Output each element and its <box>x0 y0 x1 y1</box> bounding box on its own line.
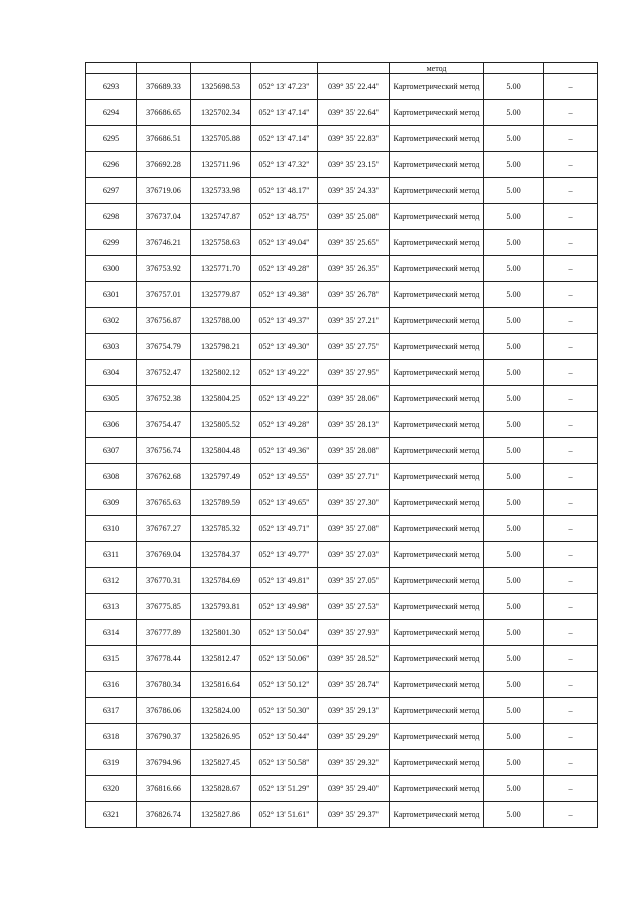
cell-note: – <box>544 802 598 828</box>
cell-y: 1325827.86 <box>191 802 251 828</box>
cell-y: 1325705.88 <box>191 126 251 152</box>
cell-point-number: 6305 <box>86 386 137 412</box>
cell-accuracy: 5.00 <box>484 256 544 282</box>
cell-method: Картометрический метод <box>390 542 484 568</box>
cell-x: 376756.87 <box>137 308 191 334</box>
cell-longitude: 039° 35' 29.29" <box>318 724 390 750</box>
cell-x: 376767.27 <box>137 516 191 542</box>
cell-longitude: 039° 35' 27.93" <box>318 620 390 646</box>
cell-note: – <box>544 282 598 308</box>
cell-method: Картометрический метод <box>390 386 484 412</box>
cell-accuracy: 5.00 <box>484 334 544 360</box>
cell-point-number: 6296 <box>86 152 137 178</box>
cell-y: 1325784.69 <box>191 568 251 594</box>
cell-y: 1325828.67 <box>191 776 251 802</box>
cell-latitude: 052° 13' 51.61" <box>251 802 318 828</box>
table-row <box>86 282 598 308</box>
cell-note <box>544 63 598 74</box>
cell-point-number: 6306 <box>86 412 137 438</box>
cell-note: – <box>544 308 598 334</box>
cell-x: 376826.74 <box>137 802 191 828</box>
cell-x: 376752.47 <box>137 360 191 386</box>
cell-accuracy: 5.00 <box>484 724 544 750</box>
cell-x: 376686.51 <box>137 126 191 152</box>
cell-latitude: 052° 13' 47.23" <box>251 74 318 100</box>
cell-latitude: 052° 13' 50.06" <box>251 646 318 672</box>
cell-method: Картометрический метод <box>390 568 484 594</box>
cell-longitude: 039° 35' 25.65" <box>318 230 390 256</box>
cell-method: Картометрический метод <box>390 126 484 152</box>
cell-latitude: 052° 13' 49.38" <box>251 282 318 308</box>
cell-note: – <box>544 334 598 360</box>
cell-x: 376689.33 <box>137 74 191 100</box>
table-row <box>86 204 598 230</box>
cell-accuracy: 5.00 <box>484 698 544 724</box>
cell-y: 1325758.63 <box>191 230 251 256</box>
cell-y: 1325824.00 <box>191 698 251 724</box>
cell-latitude: 052° 13' 50.44" <box>251 724 318 750</box>
cell-longitude: 039° 35' 29.13" <box>318 698 390 724</box>
cell-method: Картометрический метод <box>390 646 484 672</box>
cell-point-number: 6299 <box>86 230 137 256</box>
cell-method: Картометрический метод <box>390 178 484 204</box>
table-row <box>86 620 598 646</box>
cell-note: – <box>544 100 598 126</box>
cell-note: – <box>544 126 598 152</box>
table-row-continuation <box>86 63 598 74</box>
table-row <box>86 152 598 178</box>
table-row <box>86 516 598 542</box>
cell-point-number: 6297 <box>86 178 137 204</box>
cell-point-number: 6307 <box>86 438 137 464</box>
cell-x: 376686.65 <box>137 100 191 126</box>
cell-x: 376757.01 <box>137 282 191 308</box>
cell-point-number: 6302 <box>86 308 137 334</box>
cell-point-number: 6300 <box>86 256 137 282</box>
cell-y: 1325801.30 <box>191 620 251 646</box>
cell-y: 1325784.37 <box>191 542 251 568</box>
cell-longitude: 039° 35' 22.44" <box>318 74 390 100</box>
cell-point-number: 6321 <box>86 802 137 828</box>
cell-point-number: 6295 <box>86 126 137 152</box>
cell-latitude: 052° 13' 49.28" <box>251 412 318 438</box>
table-row <box>86 594 598 620</box>
cell-y: 1325804.25 <box>191 386 251 412</box>
cell-note: – <box>544 386 598 412</box>
cell-accuracy: 5.00 <box>484 646 544 672</box>
cell-latitude: 052° 13' 49.65" <box>251 490 318 516</box>
table-row <box>86 672 598 698</box>
cell-y: 1325802.12 <box>191 360 251 386</box>
table-row <box>86 724 598 750</box>
cell-accuracy: 5.00 <box>484 100 544 126</box>
cell-longitude: 039° 35' 27.95" <box>318 360 390 386</box>
cell-accuracy: 5.00 <box>484 204 544 230</box>
cell-accuracy: 5.00 <box>484 672 544 698</box>
cell-latitude: 052° 13' 49.55" <box>251 464 318 490</box>
table-row <box>86 360 598 386</box>
cell-longitude: 039° 35' 29.40" <box>318 776 390 802</box>
cell-point-number: 6316 <box>86 672 137 698</box>
cell-longitude: 039° 35' 23.15" <box>318 152 390 178</box>
cell-method: Картометрический метод <box>390 802 484 828</box>
cell-method: Картометрический метод <box>390 516 484 542</box>
cell-method: Картометрический метод <box>390 230 484 256</box>
cell-method: Картометрический метод <box>390 750 484 776</box>
cell-note: – <box>544 74 598 100</box>
cell-point-number: 6310 <box>86 516 137 542</box>
cell-x: 376786.06 <box>137 698 191 724</box>
cell-note: – <box>544 594 598 620</box>
cell-latitude: 052° 13' 49.22" <box>251 360 318 386</box>
cell-longitude: 039° 35' 27.30" <box>318 490 390 516</box>
cell-accuracy: 5.00 <box>484 412 544 438</box>
cell-accuracy: 5.00 <box>484 386 544 412</box>
cell-longitude: 039° 35' 28.06" <box>318 386 390 412</box>
cell-accuracy <box>484 63 544 74</box>
cell-longitude: 039° 35' 27.05" <box>318 568 390 594</box>
cell-note: – <box>544 516 598 542</box>
cell-y: 1325812.47 <box>191 646 251 672</box>
cell-x: 376746.21 <box>137 230 191 256</box>
cell-method: Картометрический метод <box>390 594 484 620</box>
cell-latitude: 052° 13' 49.04" <box>251 230 318 256</box>
cell-note: – <box>544 646 598 672</box>
cell-longitude: 039° 35' 29.37" <box>318 802 390 828</box>
method-continuation-text: метод <box>426 63 447 73</box>
cell-longitude: 039° 35' 22.64" <box>318 100 390 126</box>
cell-accuracy: 5.00 <box>484 74 544 100</box>
cell-method: Картометрический метод <box>390 620 484 646</box>
cell-x: 376692.28 <box>137 152 191 178</box>
cell-longitude <box>318 63 390 74</box>
cell-longitude: 039° 35' 27.08" <box>318 516 390 542</box>
cell-method: Картометрический метод <box>390 490 484 516</box>
table-row <box>86 646 598 672</box>
cell-longitude: 039° 35' 26.78" <box>318 282 390 308</box>
cell-longitude: 039° 35' 25.08" <box>318 204 390 230</box>
cell-y: 1325793.81 <box>191 594 251 620</box>
cell-note: – <box>544 542 598 568</box>
cell-latitude: 052° 13' 50.58" <box>251 750 318 776</box>
cell-latitude: 052° 13' 48.75" <box>251 204 318 230</box>
cell-longitude: 039° 35' 27.03" <box>318 542 390 568</box>
cell-accuracy: 5.00 <box>484 360 544 386</box>
cell-y: 1325711.96 <box>191 152 251 178</box>
table-row <box>86 100 598 126</box>
cell-note: – <box>544 204 598 230</box>
cell-method: Картометрический метод <box>390 308 484 334</box>
cell-method: Картометрический метод <box>390 438 484 464</box>
cell-longitude: 039° 35' 28.52" <box>318 646 390 672</box>
cell-longitude: 039° 35' 28.74" <box>318 672 390 698</box>
cell-accuracy: 5.00 <box>484 464 544 490</box>
cell-accuracy: 5.00 <box>484 568 544 594</box>
cell-point-number <box>86 63 137 74</box>
cell-latitude: 052° 13' 50.04" <box>251 620 318 646</box>
cell-y: 1325698.53 <box>191 74 251 100</box>
cell-latitude: 052° 13' 49.77" <box>251 542 318 568</box>
cell-longitude: 039° 35' 28.13" <box>318 412 390 438</box>
table-row <box>86 464 598 490</box>
cell-accuracy: 5.00 <box>484 438 544 464</box>
cell-note: – <box>544 698 598 724</box>
cell-accuracy: 5.00 <box>484 490 544 516</box>
table-row <box>86 74 598 100</box>
cell-method: Картометрический метод <box>390 334 484 360</box>
cell-x: 376770.31 <box>137 568 191 594</box>
cell-latitude: 052° 13' 51.29" <box>251 776 318 802</box>
coordinates-table <box>85 62 598 828</box>
cell-note: – <box>544 438 598 464</box>
cell-x: 376765.63 <box>137 490 191 516</box>
cell-y <box>191 63 251 74</box>
cell-latitude: 052° 13' 47.32" <box>251 152 318 178</box>
cell-latitude: 052° 13' 49.36" <box>251 438 318 464</box>
table-row <box>86 126 598 152</box>
cell-note: – <box>544 750 598 776</box>
cell-note: – <box>544 360 598 386</box>
cell-note: – <box>544 464 598 490</box>
table-row <box>86 334 598 360</box>
table-row <box>86 490 598 516</box>
cell-method: Картометрический метод <box>390 282 484 308</box>
cell-method: Картометрический метод <box>390 256 484 282</box>
cell-note: – <box>544 724 598 750</box>
cell-y: 1325827.45 <box>191 750 251 776</box>
cell-latitude: 052° 13' 49.22" <box>251 386 318 412</box>
cell-y: 1325826.95 <box>191 724 251 750</box>
cell-point-number: 6312 <box>86 568 137 594</box>
table-row <box>86 230 598 256</box>
cell-y: 1325797.49 <box>191 464 251 490</box>
cell-method: Картометрический метод <box>390 360 484 386</box>
cell-accuracy: 5.00 <box>484 594 544 620</box>
cell-y: 1325702.34 <box>191 100 251 126</box>
cell-point-number: 6319 <box>86 750 137 776</box>
cell-x: 376737.04 <box>137 204 191 230</box>
cell-longitude: 039° 35' 27.71" <box>318 464 390 490</box>
cell-longitude: 039° 35' 26.35" <box>318 256 390 282</box>
cell-x: 376777.89 <box>137 620 191 646</box>
cell-x: 376719.06 <box>137 178 191 204</box>
cell-latitude: 052° 13' 49.98" <box>251 594 318 620</box>
table-row <box>86 542 598 568</box>
cell-x: 376754.47 <box>137 412 191 438</box>
cell-y: 1325798.21 <box>191 334 251 360</box>
table-row <box>86 802 598 828</box>
cell-method: Картометрический метод <box>390 100 484 126</box>
cell-method: Картометрический метод <box>390 204 484 230</box>
cell-x: 376816.66 <box>137 776 191 802</box>
cell-y: 1325788.00 <box>191 308 251 334</box>
cell-point-number: 6311 <box>86 542 137 568</box>
cell-longitude: 039° 35' 29.32" <box>318 750 390 776</box>
cell-longitude: 039° 35' 28.08" <box>318 438 390 464</box>
cell-point-number: 6293 <box>86 74 137 100</box>
cell-point-number: 6304 <box>86 360 137 386</box>
cell-method: Картометрический метод <box>390 698 484 724</box>
cell-point-number: 6294 <box>86 100 137 126</box>
cell-x: 376778.44 <box>137 646 191 672</box>
cell-latitude: 052° 13' 49.30" <box>251 334 318 360</box>
cell-accuracy: 5.00 <box>484 230 544 256</box>
table-row <box>86 256 598 282</box>
cell-method: Картометрический метод <box>390 672 484 698</box>
cell-longitude: 039° 35' 27.75" <box>318 334 390 360</box>
cell-y: 1325771.70 <box>191 256 251 282</box>
cell-longitude: 039° 35' 27.21" <box>318 308 390 334</box>
cell-point-number: 6320 <box>86 776 137 802</box>
cell-point-number: 6308 <box>86 464 137 490</box>
cell-point-number: 6313 <box>86 594 137 620</box>
cell-method <box>390 63 484 74</box>
table-row <box>86 438 598 464</box>
cell-y: 1325816.64 <box>191 672 251 698</box>
cell-point-number: 6317 <box>86 698 137 724</box>
cell-point-number: 6309 <box>86 490 137 516</box>
table-row <box>86 412 598 438</box>
cell-x: 376752.38 <box>137 386 191 412</box>
cell-accuracy: 5.00 <box>484 178 544 204</box>
cell-note: – <box>544 490 598 516</box>
cell-note: – <box>544 776 598 802</box>
cell-method: Картометрический метод <box>390 724 484 750</box>
cell-accuracy: 5.00 <box>484 308 544 334</box>
cell-y: 1325785.32 <box>191 516 251 542</box>
cell-note: – <box>544 412 598 438</box>
cell-latitude: 052° 13' 50.30" <box>251 698 318 724</box>
cell-x <box>137 63 191 74</box>
cell-x: 376754.79 <box>137 334 191 360</box>
cell-method: Картометрический метод <box>390 412 484 438</box>
table-row <box>86 568 598 594</box>
cell-accuracy: 5.00 <box>484 542 544 568</box>
cell-latitude: 052° 13' 49.37" <box>251 308 318 334</box>
cell-note: – <box>544 152 598 178</box>
cell-method: Картометрический метод <box>390 152 484 178</box>
cell-y: 1325747.87 <box>191 204 251 230</box>
table-row <box>86 386 598 412</box>
cell-note: – <box>544 672 598 698</box>
cell-x: 376794.96 <box>137 750 191 776</box>
cell-latitude: 052° 13' 47.14" <box>251 126 318 152</box>
cell-point-number: 6314 <box>86 620 137 646</box>
cell-method: Картометрический метод <box>390 464 484 490</box>
cell-latitude <box>251 63 318 74</box>
cell-latitude: 052° 13' 49.81" <box>251 568 318 594</box>
cell-x: 376756.74 <box>137 438 191 464</box>
table-row <box>86 178 598 204</box>
cell-longitude: 039° 35' 22.83" <box>318 126 390 152</box>
cell-x: 376790.37 <box>137 724 191 750</box>
cell-point-number: 6298 <box>86 204 137 230</box>
cell-longitude: 039° 35' 24.33" <box>318 178 390 204</box>
cell-latitude: 052° 13' 50.12" <box>251 672 318 698</box>
cell-accuracy: 5.00 <box>484 152 544 178</box>
table-row <box>86 698 598 724</box>
cell-latitude: 052° 13' 49.71" <box>251 516 318 542</box>
cell-accuracy: 5.00 <box>484 516 544 542</box>
cell-latitude: 052° 13' 49.28" <box>251 256 318 282</box>
cell-point-number: 6301 <box>86 282 137 308</box>
cell-x: 376769.04 <box>137 542 191 568</box>
table-row <box>86 750 598 776</box>
cell-accuracy: 5.00 <box>484 282 544 308</box>
cell-y: 1325779.87 <box>191 282 251 308</box>
cell-note: – <box>544 256 598 282</box>
table-row <box>86 776 598 802</box>
cell-point-number: 6315 <box>86 646 137 672</box>
cell-accuracy: 5.00 <box>484 620 544 646</box>
cell-accuracy: 5.00 <box>484 126 544 152</box>
cell-x: 376762.68 <box>137 464 191 490</box>
table-row <box>86 308 598 334</box>
cell-note: – <box>544 178 598 204</box>
cell-method: Картометрический метод <box>390 776 484 802</box>
cell-latitude: 052° 13' 48.17" <box>251 178 318 204</box>
cell-latitude: 052° 13' 47.14" <box>251 100 318 126</box>
cell-accuracy: 5.00 <box>484 776 544 802</box>
cell-y: 1325805.52 <box>191 412 251 438</box>
cell-x: 376775.85 <box>137 594 191 620</box>
cell-y: 1325804.48 <box>191 438 251 464</box>
cell-note: – <box>544 620 598 646</box>
cell-note: – <box>544 568 598 594</box>
cell-y: 1325789.59 <box>191 490 251 516</box>
cell-y: 1325733.98 <box>191 178 251 204</box>
cell-x: 376753.92 <box>137 256 191 282</box>
cell-method: Картометрический метод <box>390 74 484 100</box>
cell-accuracy: 5.00 <box>484 802 544 828</box>
cell-longitude: 039° 35' 27.53" <box>318 594 390 620</box>
table-body <box>86 63 598 828</box>
cell-x: 376780.34 <box>137 672 191 698</box>
cell-note: – <box>544 230 598 256</box>
cell-point-number: 6318 <box>86 724 137 750</box>
cell-point-number: 6303 <box>86 334 137 360</box>
cell-accuracy: 5.00 <box>484 750 544 776</box>
